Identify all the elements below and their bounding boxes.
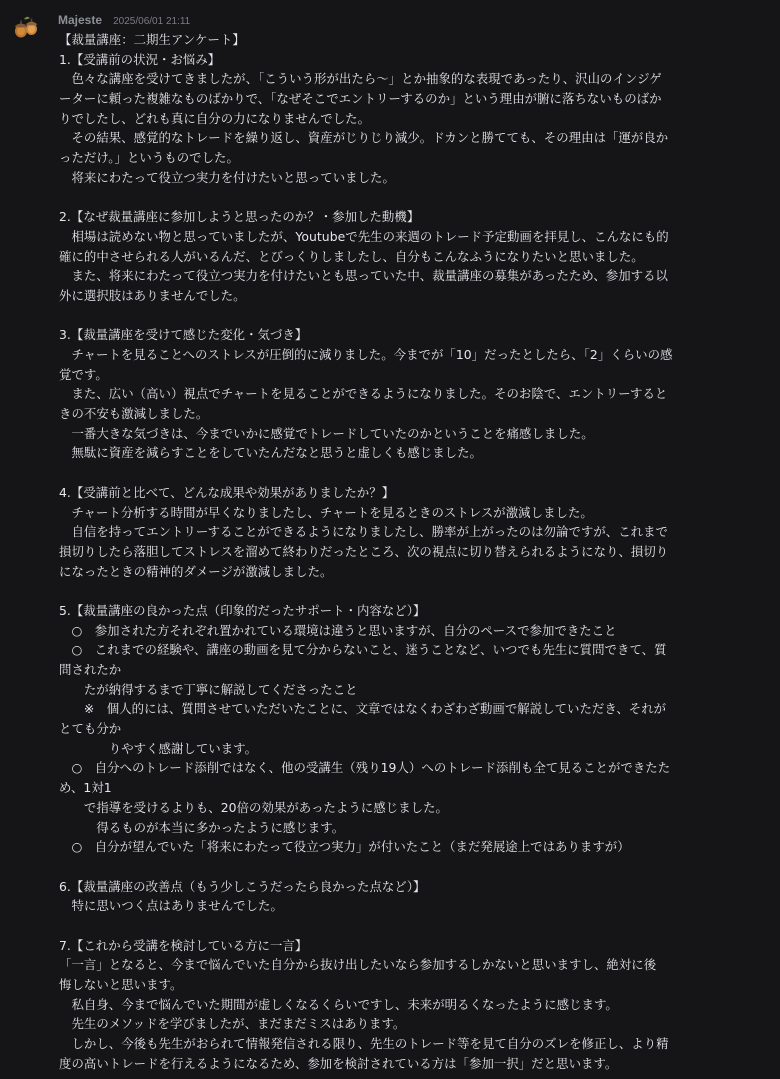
blank-line — [59, 463, 777, 483]
message-line: 【裁量講座：二期生アンケート】 — [59, 32, 245, 47]
message-line: 悔しないと思います。 — [59, 977, 183, 992]
message-line: また、広い（高い）視点でチャートを見ることができるようになりました。そのお陰で、エントリーすると — [59, 386, 668, 402]
message-body — [59, 30, 777, 1073]
message-header — [58, 11, 190, 27]
message-line: っただけ。」というものでした。 — [59, 150, 239, 166]
message-line: りでしたし、どれも真に自分の力になりませんでした。 — [59, 110, 371, 126]
message-line: とても分か — [59, 721, 122, 737]
message-line: 先生のメソッドを学びましたが、まだまだミスはあります。 — [59, 1016, 406, 1032]
message-line: 5.【裁量講座の良かった点（印象的だったサポート・内容など）】 — [59, 602, 426, 618]
message-line: その結果、感覚的なトレードを繰り返し、資産がじりじり減少。ドカンと勝てても、その理由は「運が良か — [59, 130, 669, 146]
message-line: 4.【受講前と比べて、どんな成果や効果がありましたか？】 — [59, 484, 395, 500]
message-line: たが納得するまで丁寧に解説してくださったこと — [59, 681, 358, 697]
acorn-icon — [12, 14, 40, 40]
message-line: しかし、今後も先生がおられて情報発信される限り、先生のトレード等を見て自分のズレを修正し、より精 — [59, 1036, 669, 1052]
message-line: 自信を持ってエントリーすることができるようになりましたし、勝率が上がったのは勿論ですが、これまで — [59, 524, 668, 540]
message-line: きの不安も激減しました。 — [59, 406, 209, 422]
message-line: め、1対1 — [59, 780, 112, 796]
message-line: ○ 自分が望んでいた「将来にわたって役立つ実力」が付いたこと（まだ発展途上ではありますが） — [59, 839, 630, 855]
message-line: 3.【裁量講座を受けて感じた変化・気づき】 — [59, 327, 308, 343]
message-line: で指導を受けるよりも、20倍の効果があったように感じました。 — [59, 799, 448, 815]
message-line: ○ 参加された方それぞれ置かれている環境は違うと思いますが、自分のペースで参加できたこと — [59, 622, 617, 638]
blank-line — [59, 188, 777, 208]
username[interactable]: Majeste — [58, 13, 103, 27]
message-line: 私自身、今まで悩んでいた期間が虚しくなるくらいですし、未来が明るくなったように感じます。 — [59, 996, 618, 1012]
message-line: 将来にわたって役立つ実力を付けたいと思っていました。 — [59, 169, 395, 185]
message-line: ○ 自分へのトレード添削ではなく、他の受講生（残り19人）へのトレード添削も全て見ることができたた — [59, 760, 671, 776]
message-line: 一番大きな気づきは、今までいかに感覚でトレードしていたのかということを痛感しました。 — [59, 425, 594, 441]
message-line: 1.【受講前の状況・お悩み】 — [59, 51, 221, 67]
blank-line — [59, 857, 777, 877]
message-line: ーターに頼った複雑なものばかりで、「なぜそこでエントリーするのか」という理由が腑に落ちないものばか — [59, 91, 662, 107]
message-line: 「一言」となると、今まで悩んでいた自分から抜け出したいなら参加するしかないと思いますし、絶対に後 — [59, 957, 657, 973]
timestamp: 2025/06/01 21:11 — [113, 16, 191, 27]
blank-line — [59, 306, 777, 326]
message-line: りやすく感謝しています。 — [59, 740, 258, 756]
message-line: 6.【裁量講座の改善点（もう少しこうだったら良かった点など）】 — [59, 878, 426, 894]
message-line: 無駄に資産を減らすことをしていたんだなと思うと虚しくも感じました。 — [59, 445, 482, 461]
message-line: また、将来にわたって役立つ実力を付けたいとも思っていた中、裁量講座の募集があったため、参加する以 — [59, 268, 668, 284]
message-line: 特に思いつく点はありませんでした。 — [59, 898, 283, 914]
blank-line — [59, 581, 777, 601]
message-line: 相場は読めない物と思っていましたが、Youtubeで先生の来週のトレード予定動画を拝見し、こんなにも的 — [59, 228, 669, 244]
message-line: 損切りしたら落胆してストレスを溜めて終わりだったところ、次の視点に切り替えられるようになり、損切り — [59, 543, 669, 559]
message-line: 覚です。 — [59, 366, 108, 382]
message-line: 得るものが本当に多かったように感じます。 — [59, 819, 345, 835]
message-line: 確に的中させられる人がいるんだ、とびっくりしましたし、自分もこんなふうになりたいと思いました。 — [59, 248, 644, 264]
message-line: 7.【これから受講を検討している方に一言】 — [59, 937, 308, 953]
blank-line — [59, 916, 777, 936]
message-line: 2.【なぜ裁量講座に参加しようと思ったのか？・参加した動機】 — [59, 209, 420, 225]
message-line: になったときの精神的ダメージが激減しました。 — [59, 563, 333, 579]
message-line: ※ 個人的には、質問させていただいたことに、文章ではなくわざわざ動画で解説していただき、それが — [59, 701, 667, 717]
message-line: チャート分析する時間が早くなりましたし、チャートを見るときのストレスが激減しました。 — [59, 504, 593, 520]
message-line: 度の高いトレードを行えるようになるため、参加を検討されている方は「参加一択」だと思います。 — [59, 1055, 618, 1071]
message-line: チャートを見ることへのストレスが圧倒的に減りました。今までが「10」だったとしたら、「2」くらいの感 — [59, 347, 673, 362]
message-line: 問されたか — [59, 662, 122, 677]
message-line: ○ これまでの経験や、講座の動画を見て分からないこと、迷うことなど、いつでも先生に質問できて、質 — [59, 642, 667, 658]
message-line: 色々な講座を受けてきましたが、「こういう形が出たら～」とか抽象的な表現であったり、沢山のインジゲ — [59, 71, 662, 87]
message-line: 外に選択肢はありませんでした。 — [59, 287, 246, 303]
avatar[interactable] — [12, 14, 40, 40]
